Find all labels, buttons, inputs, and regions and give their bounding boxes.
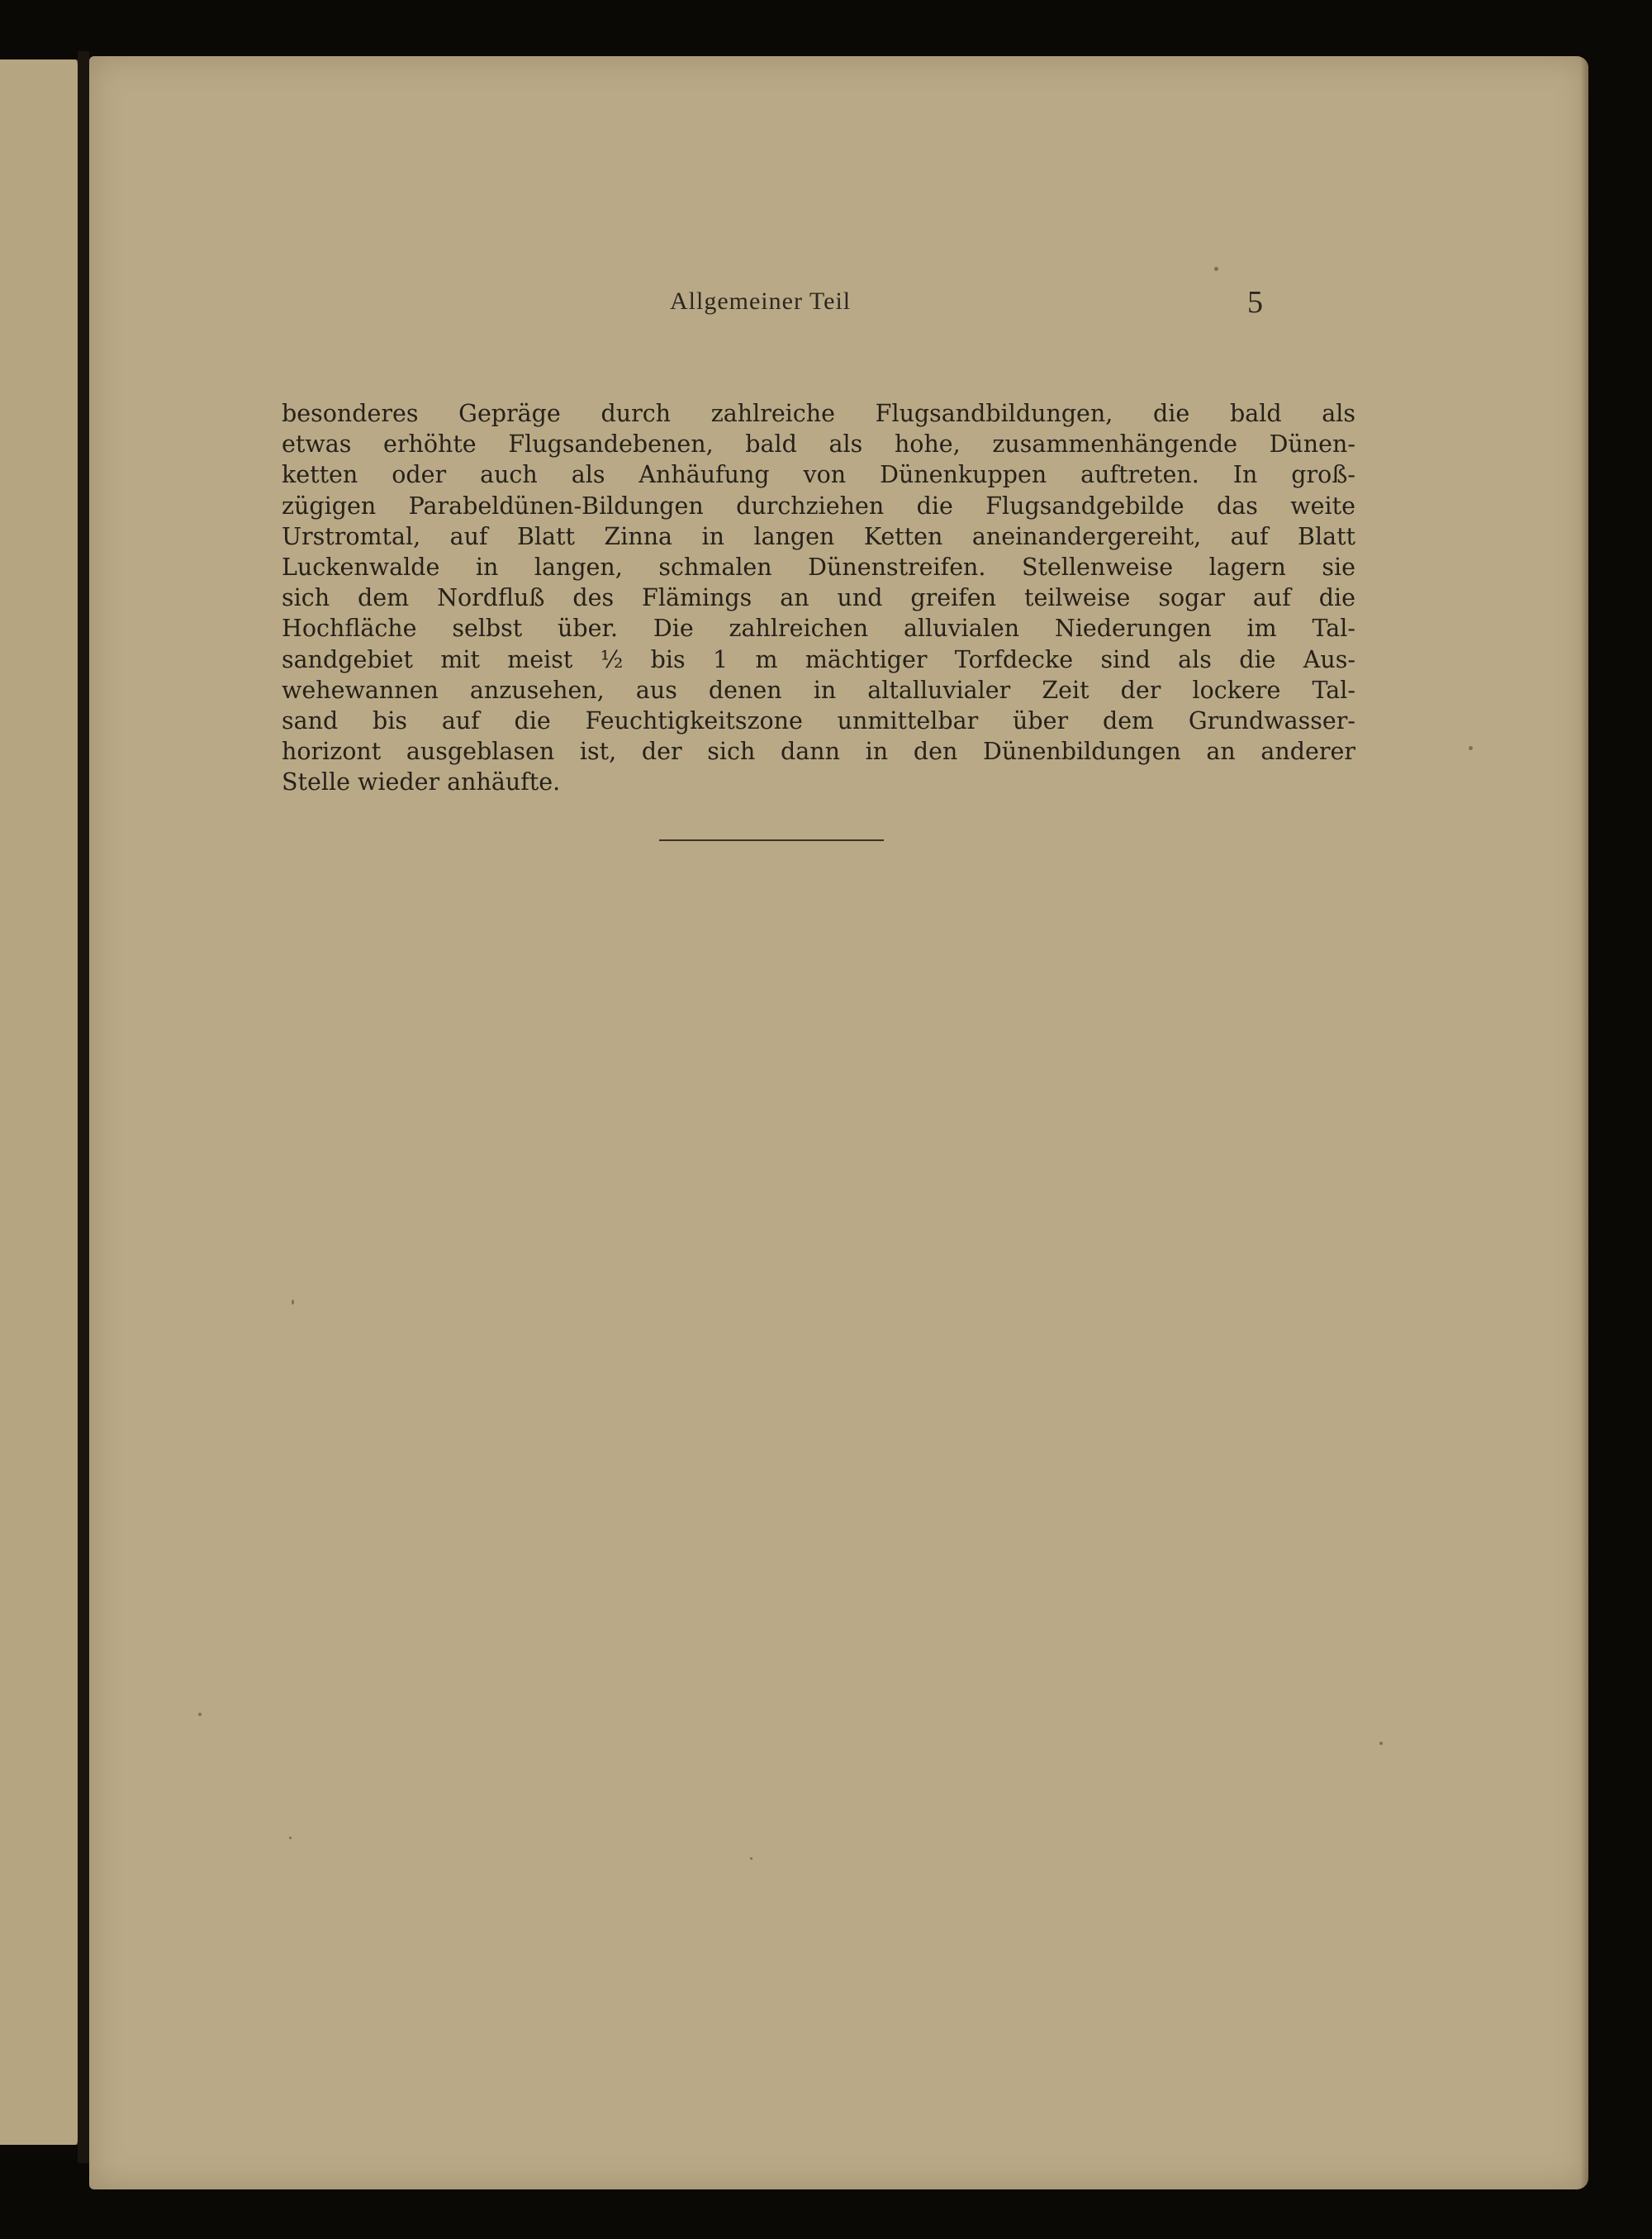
book-page bbox=[89, 56, 1588, 2189]
text-line: Luckenwalde in langen, schmalen Dünenstreifen. Stellenweise lagern sie bbox=[282, 553, 1355, 581]
paper-speck bbox=[292, 1300, 294, 1305]
text-line: zügigen Parabeldünen-Bildungen durchziehen die Flugsandgebilde das weite bbox=[282, 492, 1355, 520]
paper-speck bbox=[750, 1857, 752, 1860]
previous-page-edge bbox=[0, 59, 80, 2145]
text-line: ketten oder auch als Anhäufung von Dünenkuppen auftreten. In groß- bbox=[282, 461, 1355, 489]
text-line: horizont ausgeblasen ist, der sich dann in den Dünenbildungen an anderer bbox=[282, 738, 1355, 766]
body-paragraph bbox=[282, 398, 1355, 797]
text-line: etwas erhöhte Flugsandebenen, bald als hohe, zusammenhängende Dünen- bbox=[282, 430, 1355, 459]
paper-speck bbox=[198, 1713, 202, 1716]
text-line: sand bis auf die Feuchtigkeitszone unmittelbar über dem Grundwasser- bbox=[282, 706, 1355, 734]
text-line: sich dem Nordfluß des Flämings an und greifen teilweise sogar auf die bbox=[282, 584, 1355, 612]
text-line: Urstromtal, auf Blatt Zinna in langen Ketten aneinandergereiht, auf Blatt bbox=[282, 522, 1355, 550]
section-end-rule bbox=[659, 839, 884, 841]
paper-speck bbox=[289, 1837, 292, 1839]
paper-speck bbox=[1214, 267, 1218, 271]
text-line: besonderes Gepräge durch zahlreiche Flugsandbildungen, die bald als bbox=[282, 400, 1355, 427]
page-edge-shadow bbox=[1580, 56, 1588, 2189]
text-line: Hochfläche selbst über. Die zahlreichen alluvialen Niederungen im Tal- bbox=[282, 615, 1355, 643]
book-gutter bbox=[78, 51, 89, 2163]
running-title: Allgemeiner Teil bbox=[670, 288, 852, 315]
text-line: wehewannen anzusehen, aus denen in altalluvialer Zeit der lockere Tal- bbox=[282, 676, 1355, 704]
text-line: Stelle wieder anhäufte. bbox=[282, 768, 561, 796]
page-number: 5 bbox=[1247, 285, 1263, 320]
paper-speck bbox=[1379, 1742, 1383, 1745]
text-line: sandgebiet mit meist ½ bis 1 m mächtiger Torfdecke sind als die Aus- bbox=[282, 645, 1355, 673]
paper-speck bbox=[1469, 746, 1473, 750]
